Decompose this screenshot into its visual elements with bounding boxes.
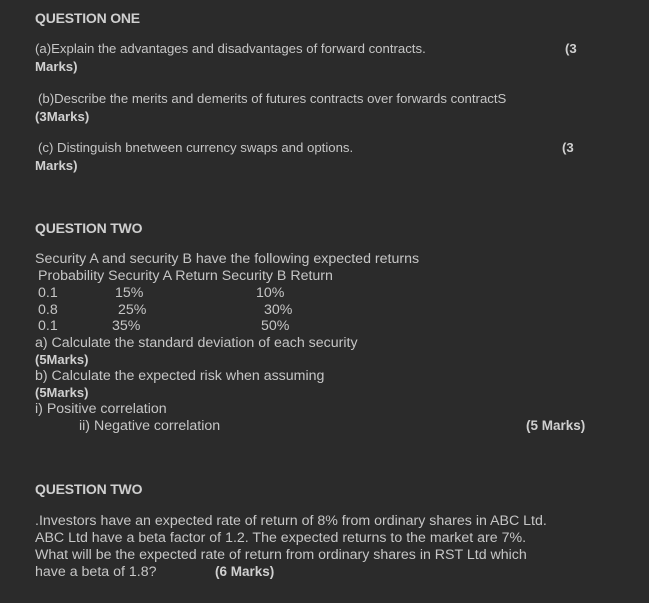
question-two-sub-marks: (5 Marks) bbox=[526, 418, 586, 433]
question-two-intro: Security A and security B have the following expected returns bbox=[35, 251, 420, 267]
question-three-heading: QUESTION TWO bbox=[35, 481, 143, 497]
question-three-marks: (6 Marks) bbox=[215, 564, 275, 579]
security-b-cell: 50% bbox=[261, 318, 290, 334]
security-a-cell: 15% bbox=[115, 285, 144, 301]
question-three-line-4: have a beta of 1.8? bbox=[35, 564, 157, 580]
question-two-part-a: a) Calculate the standard deviation of each security bbox=[35, 335, 358, 351]
probability-cell: 0.8 bbox=[38, 302, 58, 318]
question-three-line-1: .Investors have an expected rate of return of 8% from ordinary shares in ABC Ltd. bbox=[35, 513, 547, 529]
security-b-cell: 30% bbox=[264, 302, 293, 318]
probability-cell: 0.1 bbox=[38, 318, 58, 334]
question-one-part-a-marks-close: Marks) bbox=[35, 59, 78, 74]
question-two-part-b-marks: (5Marks) bbox=[35, 385, 89, 400]
question-one-part-a-marks-open: (3 bbox=[565, 41, 577, 56]
returns-table-header: Probability Security A Return Security B Return bbox=[38, 268, 333, 284]
question-one-part-c-marks-close: Marks) bbox=[35, 158, 78, 173]
question-two-part-b: b) Calculate the expected risk when assuming bbox=[35, 368, 325, 384]
question-one-part-a: (a)Explain the advantages and disadvantages of forward contracts. bbox=[35, 41, 426, 56]
security-a-cell: 25% bbox=[118, 302, 147, 318]
question-one-part-c: (c) Distinguish bnetween currency swaps and options. bbox=[38, 140, 354, 155]
question-two-sub-ii: ii) Negative correlation bbox=[79, 418, 221, 434]
question-three-line-2: ABC Ltd have a beta factor of 1.2. The expected returns to the market are 7%. bbox=[35, 530, 527, 546]
question-one-part-b: (b)Describe the merits and demerits of futures contracts over forwards contractS bbox=[38, 91, 507, 106]
question-two-part-a-marks: (5Marks) bbox=[35, 352, 89, 367]
security-b-cell: 10% bbox=[256, 285, 285, 301]
question-one-heading: QUESTION ONE bbox=[35, 10, 140, 26]
question-two-sub-i: i) Positive correlation bbox=[35, 401, 167, 417]
question-one-part-b-marks: (3Marks) bbox=[35, 109, 90, 124]
question-one-part-c-marks-open: (3 bbox=[562, 140, 574, 155]
security-a-cell: 35% bbox=[112, 318, 141, 334]
question-two-heading: QUESTION TWO bbox=[35, 220, 143, 236]
probability-cell: 0.1 bbox=[38, 285, 58, 301]
question-three-line-3: What will be the expected rate of return from ordinary shares in RST Ltd which bbox=[35, 547, 527, 563]
